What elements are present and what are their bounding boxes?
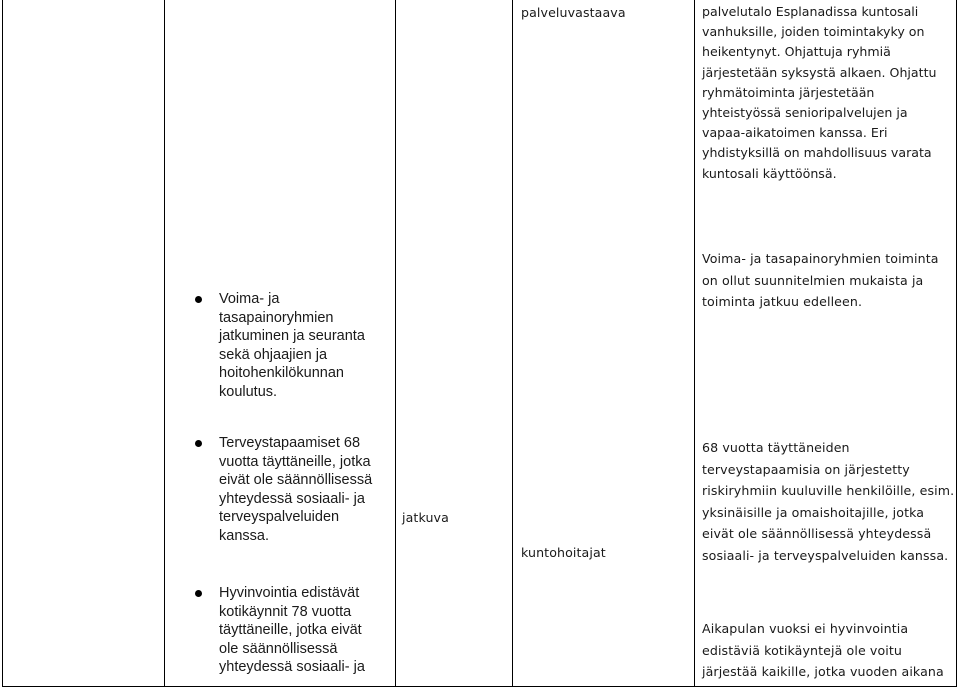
row3-measure1: Terveystapaamiset 68 vuotta täyttäneille, jotka eivät ole säännöllisessä yhteydessä sosiaali- ja terveyspalveluiden kanssa. [219, 435, 373, 544]
table-border-col2 [395, 0, 396, 687]
row3-status: 68 vuotta täyttäneiden terveystapaamisia on järjestetty riskiryhmiin kuuluville henkilöille, esim. yksinäisille ja omaishoitajille, jotka eivät ole säännöllisessä yhteydessä sosiaali- ja terveyspalveluiden kanssa. [702, 440, 955, 563]
row1-status: palvelutalo Esplanadissa kuntosali vanhuksille, joiden toimintakyky on heikentynyt. Ohjattuja ryhmiä järjestetään syksystä alkaen. Ohjattu ryhmätoiminta järjestetään yhteistyössä senioripalvelujen ja vapaa-aikatoimen kanssa. Eri yhdistyksillä on mahdollisuus varata kuntosali käyttöönsä. [702, 4, 937, 181]
bullet-icon [195, 296, 202, 303]
bullet-icon [195, 590, 202, 597]
row3-status2: Aikapulan vuoksi ei hyvinvointia edistäviä kotikäyntejä ole voitu järjestää kaikille, jotka vuoden aikana [702, 621, 944, 680]
table-border-col4 [694, 0, 695, 687]
table-border-left [2, 0, 3, 687]
row2-status: Voima- ja tasapainoryhmien toiminta on ollut suunnitelmien mukaista ja toiminta jatkuu edelleen. [702, 251, 939, 310]
row3-measure2: Hyvinvointia edistävät kotikäynnit 78 vuotta täyttäneille, jotka eivät ole säännöllisessä yhteydessä sosiaali- ja [219, 585, 365, 676]
row1-responsible: palveluvastaava [521, 5, 626, 20]
table-border-right [956, 0, 957, 687]
table-border-col3 [512, 0, 513, 687]
row2-measure: Voima- ja tasapainoryhmien jatkuminen ja seuranta sekä ohjaajien ja hoitohenkilökunnan koulutus. [219, 291, 365, 400]
table-border-col1 [164, 0, 165, 687]
bullet-icon [195, 440, 202, 447]
row3-responsible: kuntohoitajat [521, 545, 606, 560]
row3-schedule: jatkuva [402, 510, 449, 525]
